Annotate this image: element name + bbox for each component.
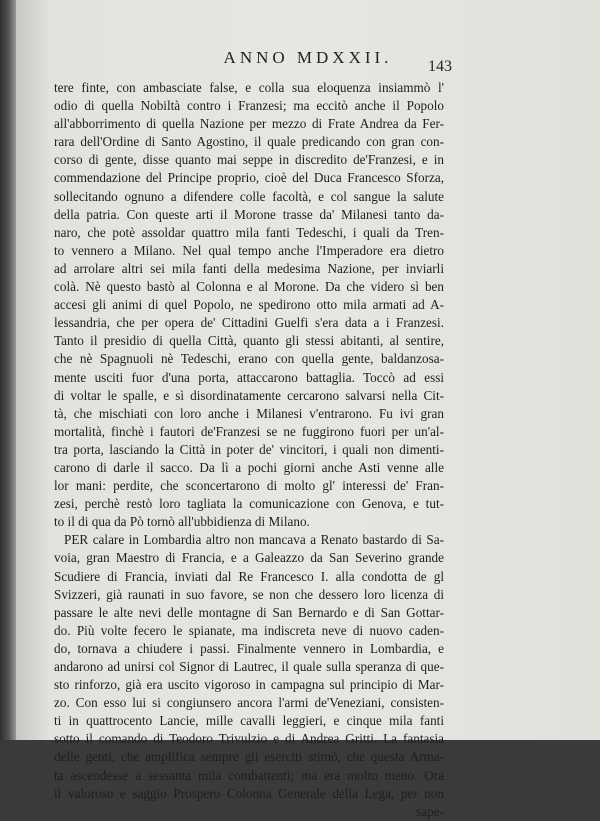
text-line: carono di darle il sacco. Da lì a pochi giorni anche Asti venne alle [54, 459, 444, 475]
text-line: commendazione del Principe proprio, cioè del Duca Francesco Sforza, [54, 170, 444, 186]
text-line: tra porta, lasciando la Città in poter de' vincitori, i quali non dimenti- [54, 441, 444, 457]
text-line: che nè Spagnuoli nè Tedeschi, erano con quella gente, baldanzosa- [54, 351, 444, 367]
text-line: il valoroso e saggio Prospero Colonna Generale della Lega, per non [54, 785, 444, 801]
text-line: do, tornava a chiudere i passi. Finalmente vennero in Lombardia, e [54, 640, 444, 656]
text-line: di voltar le spalle, e sì disordinatamente cercarono salvarsi nella Cit- [54, 387, 444, 403]
page-number: 143 [428, 58, 452, 75]
text-line: tere finte, con ambasciate false, e colla sua eloquenza insiammò l' [54, 80, 444, 95]
text-line: tà, che mischiati con loro anche i Milanesi v'entrarono. Fu ivi gran [54, 405, 444, 421]
text-line: ta ascendesse a sessanta mila combattenti; ma era molto meno. Ora [54, 767, 444, 783]
text-line: accesi gli animi di quel Popolo, ne spedirono otto mila armati ad A- [54, 297, 444, 313]
text-line: odio di quella Nobiltà contro i Franzesi; ma eccitò anche il Popolo [54, 98, 444, 114]
text-line: mente usciti fuor d'una porta, attaccarono battaglia. Toccò ad essi [54, 369, 444, 385]
text-line: do. Più volte fecero le spianate, ma indiscreta neve di nuovo caden- [54, 622, 444, 638]
text-line: sotto il comando di Teodoro Trivulzio e di Andrea Gritti. La fantasia [54, 731, 444, 747]
text-line: voia, gran Maestro di Francia, e a Galeazzo da San Severino grande [54, 550, 444, 566]
text-line: zo. Con esso lui si congiunsero ancora l'armi de'Veneziani, consisten- [54, 695, 444, 711]
text-line: Scudiere di Francia, inviati dal Re Francesco I. alla condotta de gl [54, 568, 444, 584]
running-title: ANNO MDXXII. [223, 48, 393, 67]
book-binding-shadow [0, 0, 16, 740]
text-line: naro, che potè assoldar quattro mila fanti Tedeschi, i quali da Tren- [54, 224, 444, 240]
text-line: to il di qua da Pò tornò all'ubbidienza di Milano. [54, 514, 310, 530]
text-line: Tanto il presidio di quella Città, quanto gli stessi abitanti, al sentire, [54, 333, 444, 349]
text-line: zesi, perchè restò loro tagliata la comunicazione con Genova, e tut- [54, 496, 444, 512]
text-line: sollecitando ognuno a difendere colle facoltà, e col sangue la salute [54, 188, 444, 204]
catchword: sape- [416, 803, 444, 819]
text-line: sto rinforzo, già era uscito vigoroso in campagna sul principio di Mar- [54, 677, 444, 693]
book-page [16, 0, 600, 819]
body-text [54, 79, 444, 821]
text-line: delle genti, che amplifica sempre gli eserciti stimò, che questa Arma- [54, 749, 444, 765]
text-line: rara dell'Ordine di Santo Agostino, il quale predicando con gran con- [54, 134, 444, 150]
text-line: colà. Nè questo bastò al Colonna e al Morone. Da che videro sì ben [54, 279, 444, 295]
text-line: ti in quattrocento Lancie, mille cavalli leggieri, e cinque mila fanti [54, 713, 444, 729]
text-line: to vennero a Milano. Nel qual tempo anche l'Imperadore era dietro [54, 242, 444, 258]
text-line: Svizzeri, già raunati in suo favore, se non che dessero loro licenza di [54, 586, 444, 602]
text-line: lessandria, che per opera de' Cittadini Guelfi s'era data a i Franzesi. [54, 315, 444, 331]
text-line: mortalità, finchè i fautori de'Franzesi se ne fuggirono fuori per un'al- [54, 423, 444, 439]
text-line: ad arrolare altri sei mila fanti della medesima Nazione, per inviarli [54, 260, 444, 276]
paragraph-start-line: PER calare in Lombardia altro non mancava a Renato bastardo di Sa- [64, 532, 444, 548]
text-line: della patria. Con queste arti il Morone trasse da' Milanesi tanto da- [54, 206, 444, 222]
text-line: all'abborrimento di quella Nazione per mezzo di Frate Andrea da Fer- [54, 116, 444, 132]
text-line: passare le alte nevi delle montagne di San Bernardo e di San Gottar- [54, 604, 444, 620]
text-line: corso di gente, disse quanto mai seppe in discredito de'Franzesi, e in [54, 152, 444, 168]
text-line: lor mani: perdite, che sconcertarono di molto gl' interessi de' Fran- [54, 478, 444, 494]
text-line: andarono ad unirsi col Signor di Lautrec, il quale sulla speranza di que- [54, 659, 444, 674]
